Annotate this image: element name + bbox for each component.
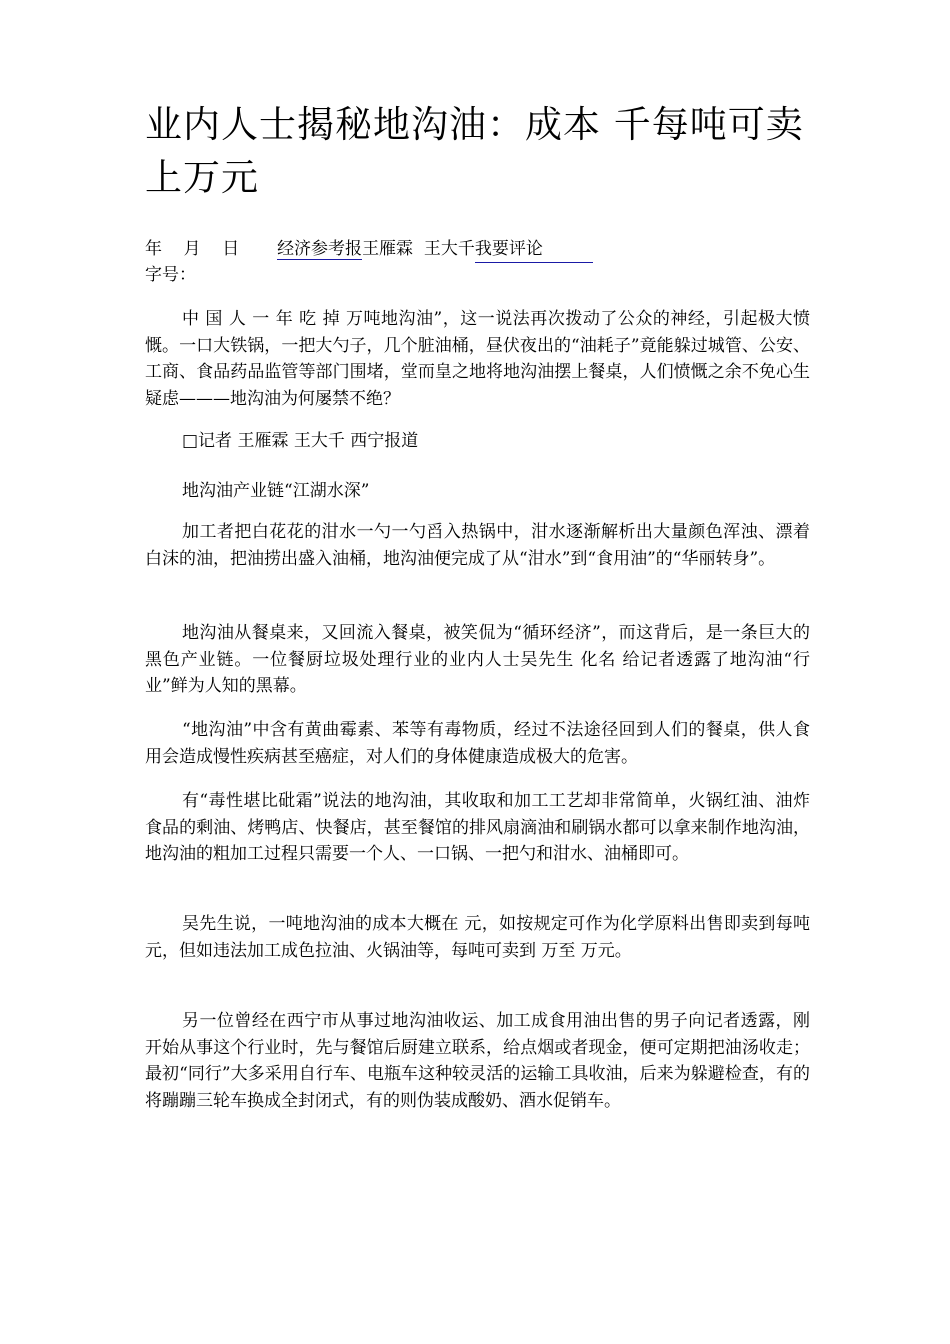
paragraph-industry-chain: 地沟油从餐桌来，又回流入餐桌，被笑侃为“循环经济”，而这背后，是一条巨大的黑色产业链。一位餐厨垃圾处理行业的业内人士吴先生 化名 给记者透露了地沟油“行业”鲜为人知的黑幕。 [145,623,810,696]
paragraph-intro: 中 国 人 一 年 吃 掉 万吨地沟油”，这一说法再次拨动了公众的神经，引起极大愤慨。一口大铁锅，一把大勺子，几个脏油桶，昼伏夜出的“油耗子”竟能躲过城管、公安、工商、食品药品监管等部门围堵，堂而皇之地将地沟油摆上餐桌，人们愤慨之余不免心生疑虑———地沟油为何屡禁不绝？ [145,309,810,409]
paragraph-process-simple: 有“毒性堪比砒霜”说法的地沟油，其收取和加工工艺却非常简单，火锅红油、油炸食品的剩油、烤鸭店、快餐店，甚至餐馆的排风扇滴油和刷锅水都可以拿来制作地沟油，地沟油的粗加工过程只需要一个人、一口锅、一把勺和泔水、油桶即可。 [145,791,810,864]
byline-authors: 王雁霖 王大千 [362,239,475,259]
paragraph-processing: 加工者把白花花的泔水一勺一勺舀入热锅中，泔水逐渐解析出大量颜色浑浊、漂着白沫的油，把油捞出盛入油桶，地沟油便完成了从“泔水”到“食用油”的“华丽转身”。 [145,522,810,569]
font-size-label[interactable]: 字号： [145,265,196,285]
paragraph-cost: 吴先生说，一吨地沟油的成本大概在 元，如按规定可作为化学原料出售即卖到每吨 元，但如违法加工成色拉油、火锅油等，每吨可卖到 万至 万元。 [145,914,810,961]
paragraph-collector: 另一位曾经在西宁市从事过地沟油收运、加工成食用油出售的男子向记者透露，刚开始从事这个行业时，先与餐馆后厨建立联系，给点烟或者现金，便可定期把油汤收走；最初“同行”大多采用自行车、电瓶车这种较灵活的运输工具收油，后来为躲避检查，有的将蹦蹦三轮车换成全封闭式，有的则伪装成酸奶、酒水促销车。 [145,1011,810,1111]
paragraph-toxicity: “地沟油”中含有黄曲霉素、苯等有毒物质，经过不法途径回到人们的餐桌，供人食用会造成慢性疾病甚至癌症，对人们的身体健康造成极大的危害。 [145,720,810,767]
comment-link[interactable]: 我要评论 [475,236,593,263]
paragraph-reporter-line: □记者 王雁霖 王大千 西宁报道 [182,431,419,451]
source-link[interactable]: 经济参考报 [277,239,363,259]
article-title: 业内人士揭秘地沟油：成本 千每吨可卖上万元 [145,103,804,199]
paragraph-subheading: 地沟油产业链“江湖水深” [182,481,370,501]
byline-date: 年 月 日 [145,239,278,259]
byline [145,236,810,263]
